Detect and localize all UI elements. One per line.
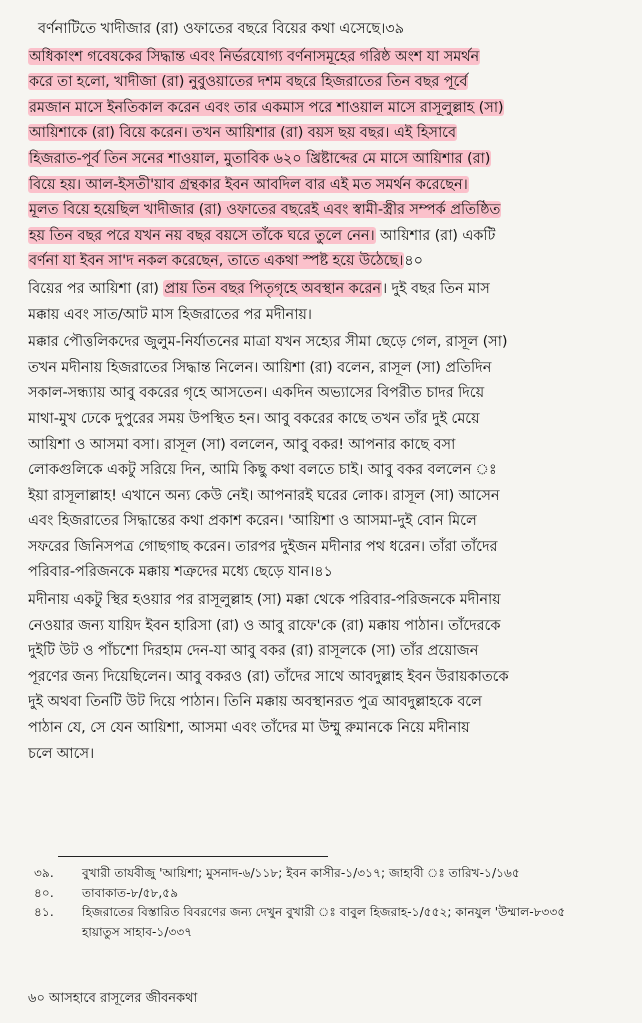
text-line <box>28 508 612 534</box>
line-text: আয়িশা ও আসমা বসা। রাসূল (সা) বললেন, আবু বকর! আপনার কাছে বসা <box>28 435 456 453</box>
text-line <box>28 329 612 355</box>
text-line <box>28 587 612 613</box>
highlighted-text: অধিকাংশ গবেষকের সিদ্ধান্ত এবং নির্ভরযোগ্য বর্ণনাসমূহের গরিষ্ঠ অংশ যা সমর্থন <box>29 47 480 65</box>
line-text: ৪০ <box>404 252 423 270</box>
footnote-text: বুখারী তাযবীজু 'আয়িশা; মুসনাদ-৬/১১৮; ইবন কাসীর-১/৩১৭; জাহাবী ঃ তারিখ-১/১৬৫ <box>82 866 520 880</box>
footnote <box>28 884 618 904</box>
footnote-number: ৪১. <box>34 905 54 919</box>
line-text: মক্কায় এবং সাত/আট মাস হিজরাতের পর মদীনায়। <box>28 305 312 323</box>
highlighted-text: আয়িশাকে (রা) বিয়ে করেন। তখন আয়িশার (রা) বয়স ছয় বছর। এই হিসাবে <box>29 124 456 142</box>
line-text: মাথা-মুখ ঢেকে দুপুরের সময় উপস্থিত হন। আবু বকরের কাছে তখন তাঁর দুই মেয়ে <box>28 409 480 427</box>
text-line <box>28 483 612 509</box>
paragraph <box>28 44 612 274</box>
text-line <box>28 172 612 198</box>
footnote-divider <box>58 856 328 857</box>
line-text: সকাল-সন্ধ্যায় আবু বকরের গৃহে আসতেন। একদিন অভ্যাসের বিপরীত চাদর দিয়ে <box>28 384 485 402</box>
line-text: সফরের জিনিসপত্র গোছগাছ করেন। তারপর দুইজন মদীনার পথ ধরেন। তাঁরা তাঁদের <box>28 537 498 555</box>
footnote-text: তাবাকাত-৮/৫৮,৫৯ <box>82 885 179 900</box>
text-line <box>28 613 612 639</box>
text-line <box>28 95 612 121</box>
line-text: মক্কার পৌত্তলিকদের জুলুম-নির্যাতনের মাত্রা যখন সহ্যের সীমা ছেড়ে গেল, রাসূল (সা) <box>28 333 508 351</box>
line-text: লোকগুলিকে একটু সরিয়ে দিন, আমি কিছু কথা বলতে চাই। আবু বকর বললেন ঃ <box>28 461 497 479</box>
text-line <box>28 248 612 274</box>
footnote <box>28 903 618 923</box>
line-text: পাঠান যে, সে যেন আয়িশা, আসমা এবং তাঁদের মা উম্মু রুমানকে নিয়ে মদীনায় <box>28 719 470 737</box>
text-line <box>28 534 612 560</box>
line-text: মদীনায় একটু স্থির হওয়ার পর রাসূলুল্লাহ (সা) মক্কা থেকে পরিবার-পরিজনকে মদীনায় <box>28 591 501 609</box>
text-line <box>28 638 612 664</box>
text-line <box>28 44 612 70</box>
highlighted-text: বিয়ে হয়। আল-ইসতী'য়াব গ্রন্থকার ইবন আবদিল বার এই মত সমর্থন করেছেন। <box>29 175 468 193</box>
paragraph <box>28 329 612 585</box>
text-line <box>28 223 612 249</box>
text-line <box>28 406 612 432</box>
text-line <box>28 715 612 741</box>
highlighted-text: প্রায় তিন বছর পিতৃগৃহে অবস্থান করেন <box>164 279 381 297</box>
footnote-number: ৩৯. <box>34 866 54 880</box>
highlighted-text: হয় তিন বছর পরে যখন নয় বছর বয়সে তাঁকে ঘরে তুলে নেন। <box>29 226 375 244</box>
line-text: দুইটি উট ও পাঁচশো দিরহাম দেন-যা আবু বকর (রা) রাসূলকে (সা) তাঁর প্রয়োজন <box>28 642 479 660</box>
line-text: নেওয়ার জন্য যায়িদ ইবন হারিসা (রা) ও আবু রাফে'কে (রা) মক্কায় পাঠান। তাঁদেরকে <box>28 616 501 634</box>
text-line <box>28 276 612 302</box>
line-text: । দুই বছর তিন মাস <box>381 279 490 297</box>
highlighted-text: হিজরাত-পূর্ব তিন সনের শাওয়াল, মুতাবিক ৬২০ খ্রিষ্টাব্দের মে মাসে আয়িশার (রা) <box>29 149 491 167</box>
text-line <box>28 197 612 223</box>
paragraph <box>28 276 612 327</box>
text-line <box>28 146 612 172</box>
paragraph <box>28 587 612 766</box>
book-title: আসহাবে রাসূলের জীবনকথা <box>49 991 198 1006</box>
footnote-continuation <box>28 923 618 943</box>
text-line <box>28 355 612 381</box>
text-line <box>28 120 612 146</box>
line-text: এবং হিজরাতের সিদ্ধান্তের কথা প্রকাশ করেন। 'আয়িশা ও আসমা-দুই বোন মিলে <box>28 512 477 530</box>
highlighted-text: করে তা হলো, খাদীজা (রা) নুবুওয়াতের দশম বছরে হিজরাতের তিন বছর পূর্বে <box>29 73 468 91</box>
text-line <box>28 432 612 458</box>
footnote-text: হিজরাতের বিস্তারিত বিবরণের জন্য দেখুন বুখারী ঃ বাবুল হিজরাহ-১/৫৫২; কানযুল 'উম্মাল-৮৩৩৫ <box>82 905 566 919</box>
line-text: তখন মদীনায় হিজরাতের সিদ্ধান্ত নিলেন। আয়িশা (রা) বলেন, রাসূল (সা) প্রতিদিন <box>28 358 492 376</box>
footnote-number: ৪০. <box>34 885 54 900</box>
line-text: বর্ণনাটিতে খাদীজার (রা) ওফাতের বছরে বিয়ের কথা এসেছে।৩৯ <box>38 20 404 37</box>
text-line <box>28 16 612 42</box>
text-line <box>28 302 612 328</box>
text-line <box>28 69 612 95</box>
highlighted-text: মূলত বিয়ে হয়েছিল খাদীজার (রা) ওফাতের বছরেই এবং স্বামী-স্ত্রীর সম্পর্ক প্রতিষ্ঠিত <box>29 201 501 219</box>
text-line <box>28 741 612 767</box>
line-text: চলে আসে। <box>28 744 95 762</box>
footnotes <box>28 864 618 942</box>
text-line <box>28 664 612 690</box>
line-text: পরিবার-পরিজনকে মক্কায় শত্রুদের মধ্যে ছেড়ে যান।৪১ <box>28 563 333 581</box>
line-text: বিয়ের পর আয়িশা (রা) <box>28 279 164 297</box>
footnote <box>28 864 618 884</box>
body-text <box>28 16 612 768</box>
footnote-text: হায়াতুস সাহাব-১/৩৩৭ <box>82 924 193 939</box>
line-text: ইয়া রাসূলাল্লাহ! এখানে অন্য কেউ নেই। আপনারই ঘরের লোক। রাসূল (সা) আসেন <box>28 486 500 504</box>
text-line <box>28 689 612 715</box>
highlighted-text: বর্ণনা যা ইবন সা'দ নকল করেছেন, তাতে একথা স্পষ্ট হয়ে উঠেছে। <box>29 252 404 270</box>
text-line <box>28 380 612 406</box>
text-line <box>28 457 612 483</box>
line-text: দুই অথবা তিনটি উট দিয়ে পাঠান। তিনি মক্কায় অবস্থানরত পুত্র আবদুল্লাহকে বলে <box>28 693 482 711</box>
page-footer <box>28 989 197 1010</box>
highlighted-text: রমজান মাসে ইনতিকাল করেন এবং তার একমাস পরে শাওয়াল মাসে রাসূলুল্লাহ (সা) <box>29 98 504 116</box>
line-text: পূরণের জন্য দিয়েছিলেন। আবু বকরও (রা) তাঁদের সাথে আবদুল্লাহ ইবন উরায়কাতকে <box>28 667 509 685</box>
line-text: আয়িশার (রা) একটি <box>375 226 496 244</box>
text-line <box>28 559 612 585</box>
paragraph <box>28 16 612 42</box>
page-number: ৬০ <box>28 991 45 1006</box>
